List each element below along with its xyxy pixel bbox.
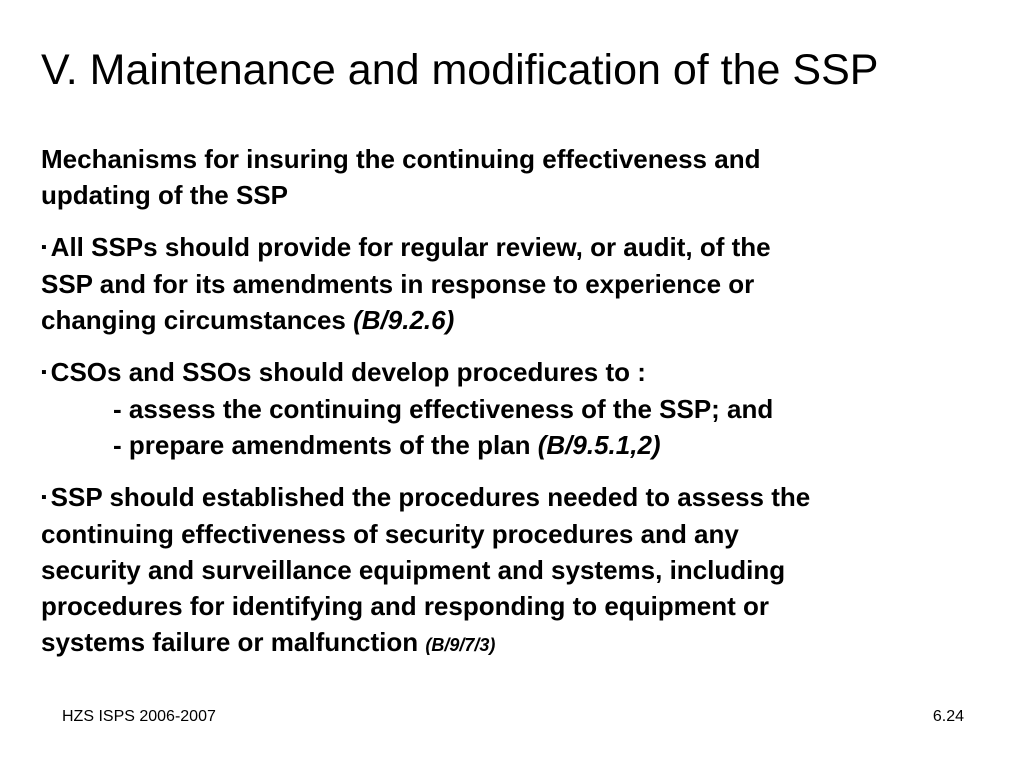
bullet-3-reference: (B/9/7/3) — [425, 635, 496, 655]
bullet-1-line-2: SSP and for its amendments in response to experience or — [41, 269, 755, 299]
sub-item-prepare — [41, 427, 991, 463]
slide-body — [41, 141, 991, 679]
sub-item-prepare-text: - prepare amendments of the plan — [113, 430, 538, 460]
bullet-2-line-1: CSOs and SSOs should develop procedures to : — [50, 357, 646, 387]
intro-line-2: updating of the SSP — [41, 180, 288, 210]
sub-item-assess — [41, 391, 991, 427]
bullet-2-reference: (B/9.5.1,2) — [537, 430, 661, 460]
bullet-3-line-4: procedures for identifying and responding to equipment or — [41, 591, 770, 621]
bullet-1-line-1: All SSPs should provide for regular review, or audit, of the — [50, 232, 771, 262]
intro-line-1: Mechanisms for insuring the continuing effectiveness and — [41, 144, 761, 174]
slide-title: V. Maintenance and modification of the SSP — [41, 46, 879, 94]
bullet-3-line-3: security and surveillance equipment and systems, including — [41, 555, 786, 585]
square-bullet-icon: ▪ — [41, 489, 47, 506]
footer-course-label: HZS ISPS 2006-2007 — [62, 708, 216, 725]
footer-slide-number: 6.24 — [932, 708, 964, 725]
bullet-3-line-2: continuing effectiveness of security procedures and any — [41, 519, 739, 549]
intro-paragraph — [41, 141, 991, 213]
sub-item-assess-text: - assess the continuing effectiveness of the SSP; and — [113, 394, 774, 424]
bullet-1-line-3: changing circumstances — [41, 305, 354, 335]
bullet-develop-procedures — [41, 354, 991, 463]
bullet-3-line-1: SSP should established the procedures needed to assess the — [50, 482, 811, 512]
square-bullet-icon: ▪ — [41, 239, 47, 256]
bullet-3-line-5: systems failure or malfunction — [41, 627, 426, 657]
bullet-review-audit — [41, 229, 991, 338]
bullet-established-procedures — [41, 479, 991, 663]
bullet-1-reference: (B/9.2.6) — [353, 305, 455, 335]
square-bullet-icon: ▪ — [41, 364, 47, 381]
